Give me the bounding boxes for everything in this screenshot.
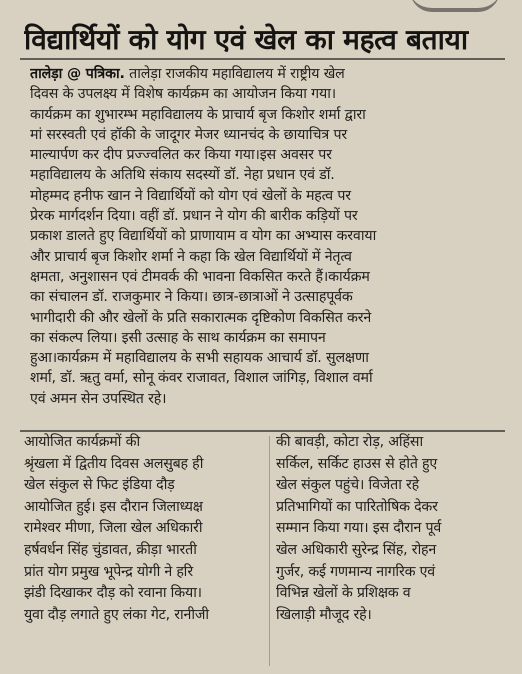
- body-line: माल्यार्पण कर दीप प्रज्ज्वलित कर किया गया।इस अवसर पर: [30, 147, 332, 164]
- body-line: एवं अमन सेन उपस्थित रहे।: [30, 390, 167, 407]
- body-line-1-text: तालेड़ा राजकीय महाविद्यालय में राष्ट्रीय खेल: [129, 66, 345, 82]
- article-column-right: [276, 432, 504, 672]
- column-line: खेल अधिकारी सुरेन्द्र सिंह, रोहन: [276, 541, 437, 558]
- column-gutter: [269, 436, 270, 666]
- column-line: खिलाड़ी मौजूद रहे।: [276, 606, 372, 623]
- column-line: सर्किल, सर्किट हाउस से होते हुए: [276, 455, 437, 472]
- body-line: मोहम्मद हनीफ खान ने विद्यार्थियों को योग एवं खेलों के महत्व पर: [30, 187, 351, 204]
- column-line: प्रांत योग प्रमुख भूपेन्द्र योगी ने हरि: [24, 563, 193, 580]
- body-line: शर्मा, डॉ. ऋतु वर्मा, सोनू कंवर राजावत, विशाल जांगिड़, विशाल वर्मा: [30, 370, 373, 387]
- previous-article-fragment: [410, 0, 500, 12]
- body-line-1: [30, 64, 505, 84]
- column-line: आयोजित हुई। इस दौरान जिलाध्यक्ष: [24, 498, 203, 515]
- article-body-main: [30, 64, 505, 428]
- body-line: प्रेरक मार्गदर्शन दिया। वहीं डॉ. प्रधान ने योग की बारीक कड़ियों पर: [30, 208, 358, 225]
- column-line: झंडी दिखाकर दौड़ को रवाना किया।: [24, 585, 202, 602]
- column-line: श्रृंखला में द्वितीय दिवस अलसुबह ही: [24, 455, 204, 472]
- column-line: खेल संकुल पहुंचे। विजेता रहे: [276, 477, 419, 494]
- column-line: विभिन्न खेलों के प्रशिक्षक व: [276, 585, 411, 602]
- body-line: मां सरस्वती एवं हॉकी के जादूगर मेजर ध्यानचंद के छायाचित्र पर: [30, 126, 348, 143]
- body-line: महाविद्यालय के अतिथि संकाय सदस्यों डॉ. नेहा प्रधान एवं डॉ.: [30, 167, 335, 184]
- body-line: का संकल्प लिया। इसी उत्साह के साथ कार्यक्रम का समापन: [30, 329, 326, 346]
- column-line: खेल संकुल से फिट इंडिया दौड़: [24, 477, 175, 494]
- dateline: तालेड़ा @ पत्रिका.: [30, 66, 125, 82]
- column-line: की बावड़ी, कोटा रोड़, अहिंसा: [276, 434, 423, 450]
- column-line: गुर्जर, कई गणमान्य नागरिक एवं: [276, 563, 435, 580]
- column-line: हर्षवर्धन सिंह चुंडावत, क्रीड़ा भारती: [24, 541, 197, 558]
- body-line: क्षमता, अनुशासन एवं टीमवर्क की भावना विकसित करते हैं।कार्यक्रम: [30, 268, 370, 285]
- column-line: युवा दौड़ लगाते हुए लंका गेट, रानीजी: [24, 606, 209, 623]
- article-headline: विद्यार्थियों को योग एवं खेल का महत्व बताया: [24, 23, 468, 56]
- body-line: प्रकाश डालते हुए विद्यार्थियों को प्राणायाम व योग का अभ्यास करवाया: [30, 228, 377, 245]
- body-line: का संचालन डॉ. राजकुमार ने किया। छात्र-छात्राओं ने उत्साहपूर्वक: [30, 289, 353, 306]
- column-line: रामेश्वर मीणा, जिला खेल अधिकारी: [24, 520, 203, 537]
- column-line: आयोजित कार्यक्रमों की: [24, 434, 140, 450]
- article-column-left: [24, 432, 266, 672]
- body-line: दिवस के उपलक्ष्य में विशेष कार्यक्रम का आयोजन किया गया।: [30, 86, 336, 103]
- body-line: कार्यक्रम का शुभारम्भ महाविद्यालय के प्राचार्य बृज किशोर शर्मा द्वारा: [30, 106, 366, 123]
- body-line: भागीदारी की और खेलों के प्रति सकारात्मक दृष्टिकोण विकसित करने: [30, 309, 372, 326]
- body-line: हुआ।कार्यक्रम में महाविद्यालय के सभी सहायक आचार्य डॉ. सुलक्षणा: [30, 350, 369, 367]
- headline-rule: [20, 58, 505, 60]
- body-line: और प्राचार्य बृज किशोर शर्मा ने कहा कि खेल विद्यार्थियों में नेतृत्व: [30, 248, 352, 265]
- column-line: सम्मान किया गया। इस दौरान पूर्व: [276, 520, 442, 537]
- column-line: प्रतिभागियों का पारितोषिक देकर: [276, 498, 438, 515]
